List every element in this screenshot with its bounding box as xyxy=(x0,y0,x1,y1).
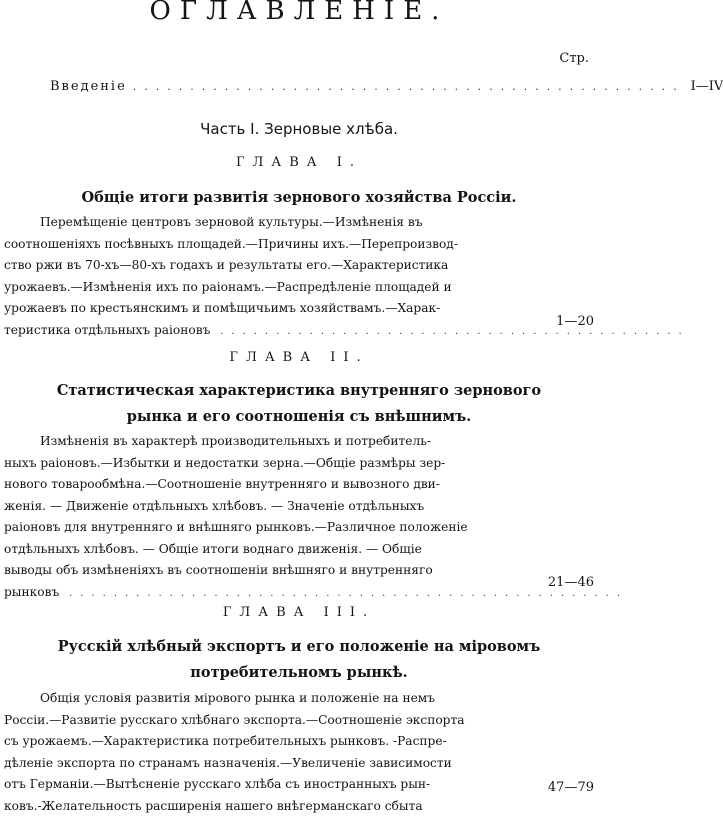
page-column-header: Стр. xyxy=(559,51,589,66)
chapter-2-summary xyxy=(4,431,524,603)
summary-line: ковъ.-Желательность расширенія нашего внѣгерманскаго сбыта xyxy=(4,796,524,817)
summary-line: соотношеніяхъ посѣвныхъ площадей.—Причины ихъ.—Перепроизвод- xyxy=(4,234,524,256)
summary-line: нового товарообмѣна.—Соотношеніе внутренняго и вывозного дви- xyxy=(4,474,524,496)
chapter-1-summary xyxy=(4,212,524,341)
chapter-3-heading xyxy=(4,634,594,686)
chapter-1-pages: 1—20 xyxy=(556,314,594,329)
chapter-1-label: ГЛАВА I. xyxy=(0,155,598,170)
chapter-3-pages: 47—79 xyxy=(548,780,594,795)
introduction-pages: I—IV xyxy=(691,79,723,94)
summary-line: женія. — Движеніе отдѣльныхъ хлѣбовъ. — Значеніе отдѣльныхъ xyxy=(4,496,524,518)
chapter-2-label: ГЛАВА II. xyxy=(0,350,598,365)
dot-leader: .......................................... xyxy=(220,326,690,337)
summary-line: ство ржи въ 70-хъ—80-хъ годахъ и результаты его.—Характеристика xyxy=(4,255,524,277)
summary-line: теристика отдѣльныхъ раіоновъ xyxy=(4,323,210,337)
page-title: ОГЛАВЛЕНІЕ. xyxy=(0,0,598,26)
summary-line: Россіи.—Развитіе русскаго хлѣбнаго экспорта.—Соотношеніе экспорта xyxy=(4,710,524,732)
summary-line: Перемѣщеніе центровъ зерновой культуры.—Измѣненія въ xyxy=(4,212,524,234)
chapter-3-label: ГЛАВА III. xyxy=(0,605,598,620)
chapter-1-heading xyxy=(4,185,594,211)
summary-line: отдѣльныхъ хлѣбовъ. — Общіе итоги воднаго движенія. — Общіе xyxy=(4,539,524,561)
chapter-2-heading-line: Статистическая характеристика внутренняго зернового xyxy=(4,378,594,404)
dot-leader: .................................................. xyxy=(69,588,628,599)
chapter-1-heading-line: Общіе итоги развитія зернового хозяйства Россіи. xyxy=(4,185,594,211)
summary-line: рынковъ xyxy=(4,585,59,599)
summary-line: урожаевъ по крестьянскимъ и помѣщичьимъ хозяйствамъ.—Харак- xyxy=(4,298,524,320)
summary-line: дѣленіе экспорта по странамъ назначенія.—Увеличеніе зависимости xyxy=(4,753,524,775)
dot-leader: ................................................ xyxy=(133,80,685,93)
chapter-3-heading-line: потребительномъ рынкѣ. xyxy=(4,660,594,686)
summary-line: Измѣненія въ характерѣ производительныхъ и потребитель- xyxy=(4,431,524,453)
chapter-2-heading-line: рынка и его соотношенія съ внѣшнимъ. xyxy=(4,404,594,430)
summary-last-line xyxy=(4,582,594,604)
summary-line: урожаевъ.—Измѣненія ихъ по раіонамъ.—Распредѣленіе площадей и xyxy=(4,277,524,299)
chapter-3-summary xyxy=(4,688,524,817)
summary-line: Общія условія развитія мірового рынка и положеніе на немъ xyxy=(4,688,524,710)
chapter-2-pages: 21—46 xyxy=(548,575,594,590)
part-title: Часть I. Зерновые хлѣба. xyxy=(0,120,598,138)
introduction-label: Введеніе xyxy=(50,79,127,94)
summary-line: съ урожаемъ.—Характеристика потребительныхъ рынковъ. -Распре- xyxy=(4,731,524,753)
summary-line: раіоновъ для внутренняго и внѣшняго рынковъ.—Различное положеніе xyxy=(4,517,524,539)
toc-entry-introduction xyxy=(50,79,594,99)
summary-last-line xyxy=(4,320,594,342)
summary-line: выводы объ измѣненіяхъ въ соотношеніи внѣшняго и внутренняго xyxy=(4,560,524,582)
chapter-2-heading xyxy=(4,378,594,430)
summary-line: отъ Германіи.—Вытѣсненіе русскаго хлѣба съ иностранныхъ рын- xyxy=(4,774,524,796)
summary-line: ныхъ раіоновъ.—Избытки и недостатки зерна.—Общіе размѣры зер- xyxy=(4,453,524,475)
chapter-3-heading-line: Русскій хлѣбный экспортъ и его положеніе на міровомъ xyxy=(4,634,594,660)
